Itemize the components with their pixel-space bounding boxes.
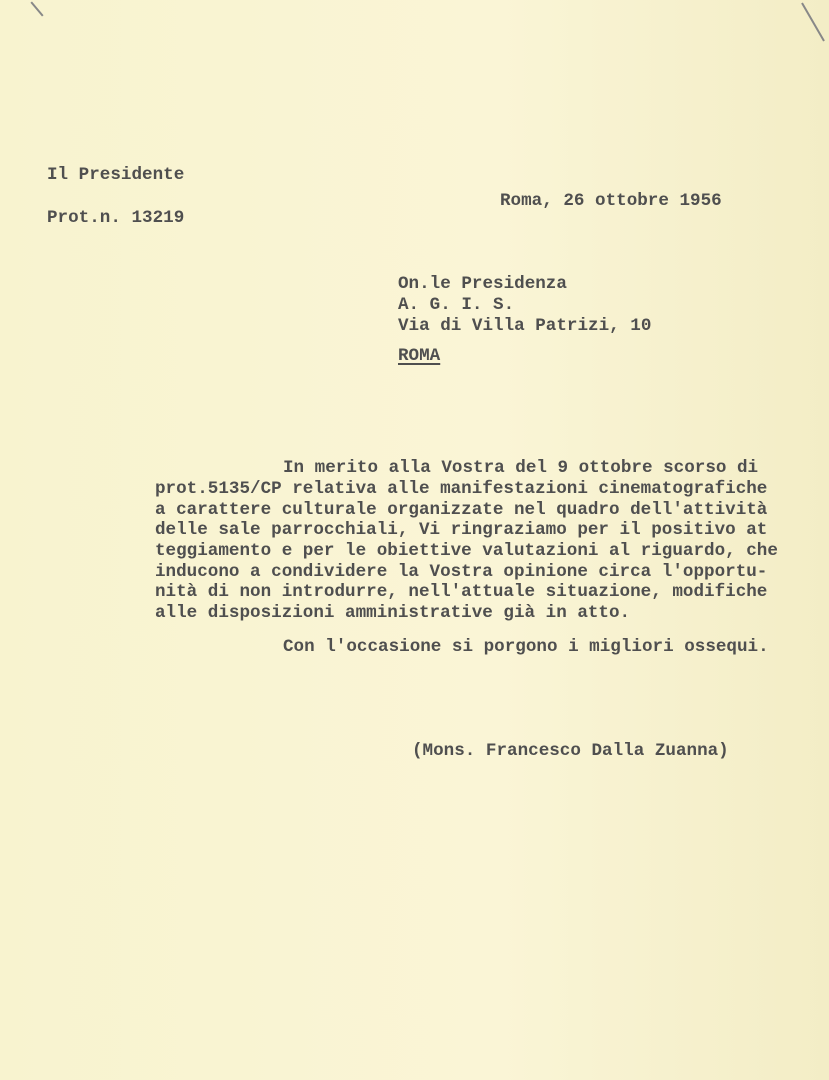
paper-mark <box>801 2 825 41</box>
body-line: teggiamento e per le obiettive valutazioni al riguardo, che <box>155 541 778 561</box>
body-line: a carattere culturale organizzate nel quadro dell'attività <box>155 500 768 520</box>
body-line: inducono a condividere la Vostra opinione circa l'opportu- <box>155 562 768 582</box>
protocol-number: Prot.n. 13219 <box>47 208 185 228</box>
body-line: nità di non introdurre, nell'attuale situazione, modifiche <box>155 582 768 602</box>
closing-line: Con l'occasione si porgono i migliori ossequi. <box>283 637 769 657</box>
paper-mark <box>30 1 43 16</box>
sender-title: Il Presidente <box>47 165 185 185</box>
signature: (Mons. Francesco Dalla Zuanna) <box>412 741 729 761</box>
body-line: In merito alla Vostra del 9 ottobre scorso di <box>283 458 759 478</box>
recipient-line-2: A. G. I. S. <box>398 295 515 315</box>
body-line: prot.5135/CP relativa alle manifestazioni cinematografiche <box>155 479 768 499</box>
body-line: delle sale parrocchiali, Vi ringraziamo per il positivo at <box>155 520 768 540</box>
recipient-line-3: Via di Villa Patrizi, 10 <box>398 316 652 336</box>
place-date: Roma, 26 ottobre 1956 <box>500 191 722 211</box>
body-line: alle disposizioni amministrative già in atto. <box>155 603 631 623</box>
recipient-city: ROMA <box>398 346 441 366</box>
recipient-line-1: On.le Presidenza <box>398 274 567 294</box>
